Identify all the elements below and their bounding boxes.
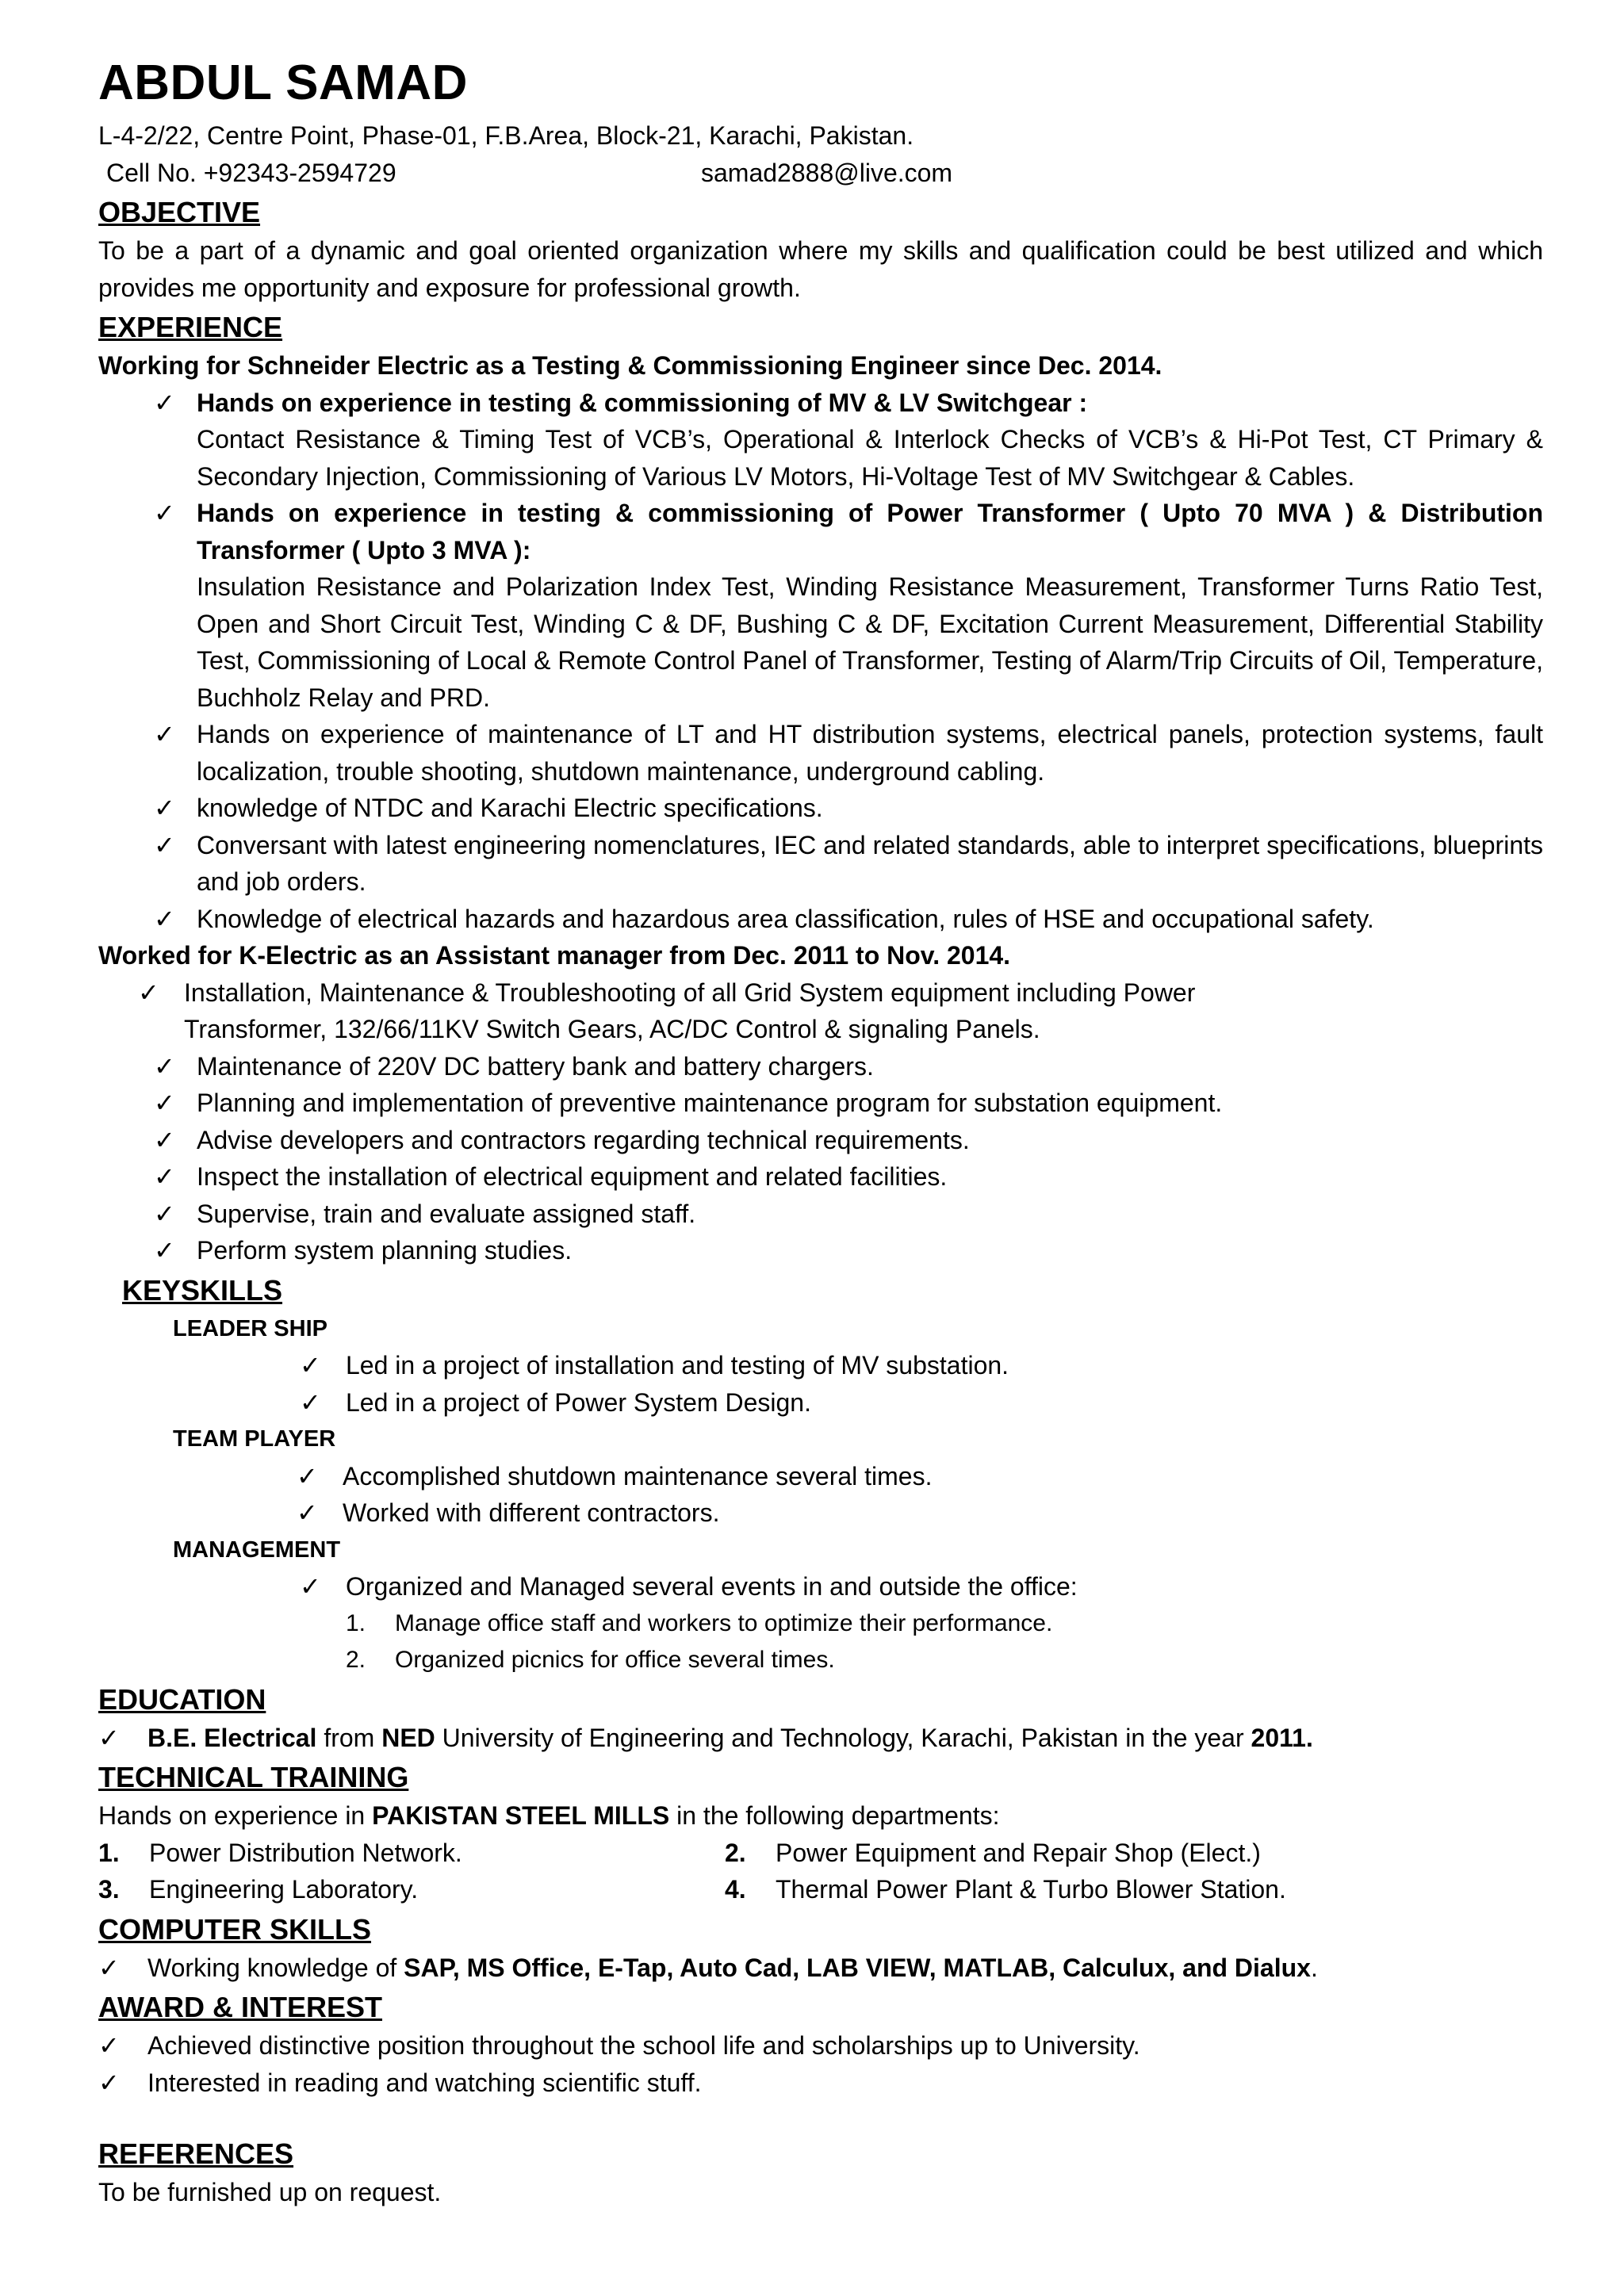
check-icon: ✓: [300, 1572, 321, 1601]
email: samad2888@live.com: [701, 158, 953, 187]
management-list: [98, 1568, 1543, 1605]
computer-skills-item: [98, 1950, 1543, 1987]
list-item-text: knowledge of NTDC and Karachi Electric specifications.: [197, 794, 823, 822]
list-item: [725, 1871, 1542, 1908]
list-item: [98, 2027, 1543, 2064]
list-item-text: Accomplished shutdown maintenance several times.: [343, 1461, 933, 1490]
education-heading: EDUCATION: [98, 1682, 266, 1716]
check-icon: ✓: [297, 1461, 318, 1490]
check-icon: ✓: [98, 2068, 120, 2097]
list-number: 1.: [98, 1838, 120, 1867]
list-item-text: Thermal Power Plant & Turbo Blower Station.: [776, 1875, 1286, 1904]
check-icon: ✓: [154, 904, 175, 933]
list-item: [98, 1196, 1543, 1233]
check-icon: ✓: [98, 1723, 120, 1752]
list-item-text: Perform system planning studies.: [197, 1236, 573, 1265]
computer-skills-heading: COMPUTER SKILLS: [98, 1912, 372, 1946]
list-item-text: Knowledge of electrical hazards and hazardous area classification, rules of HSE and occupational safety.: [197, 904, 1374, 933]
list-number: 3.: [98, 1875, 120, 1904]
list-item-text: Manage office staff and workers to optimize their performance.: [395, 1609, 1053, 1636]
list-item-text: Planning and implementation of preventive maintenance program for substation equipment.: [197, 1089, 1223, 1117]
list-item-text: Interested in reading and watching scientific stuff.: [147, 2068, 702, 2097]
schneider-list: [98, 385, 1543, 938]
list-item-text: Led in a project of installation and testing of MV substation.: [346, 1351, 1009, 1380]
check-icon: ✓: [154, 1199, 175, 1228]
check-icon: ✓: [300, 1387, 321, 1417]
list-number: 2.: [725, 1838, 746, 1867]
list-item: [98, 1871, 725, 1908]
software-list: SAP, MS Office, E-Tap, Auto Cad, LAB VIEW, MATLAB, Calculux, and Dialux: [404, 1953, 1311, 1982]
list-item-text: Maintenance of 220V DC battery bank and battery chargers.: [197, 1051, 874, 1081]
check-icon: ✓: [297, 1498, 318, 1527]
spacer: [98, 2101, 1543, 2133]
list-item-text: Contact Resistance & Timing Test of VCB’s, Operational & Interlock Checks of VCB’s & Hi-Pot Test, CT Primary & Secondary Injection, Commissioning of Various LV Motors, Hi-Voltage Test of MV Switchgear & Cables.: [197, 425, 1543, 491]
list-item: [98, 385, 1543, 496]
skill-group-title: TEAM PLAYER: [173, 1426, 336, 1452]
address: L-4-2/22, Centre Point, Phase-01, F.B.Area, Block-21, Karachi, Pakistan.: [98, 121, 914, 150]
leadership-list: [98, 1347, 1543, 1421]
education-from: from: [316, 1723, 382, 1752]
education-item: [98, 1720, 1543, 1757]
list-item-title: Hands on experience in testing & commissioning of Power Transformer ( Upto 70 MVA ) & Distribution Transformer ( Upto 3 MVA ):: [197, 499, 1543, 564]
list-item-text: Advise developers and contractors regarding technical requirements.: [197, 1125, 970, 1154]
list-item: [98, 1158, 1543, 1196]
list-item-text: Engineering Laboratory.: [149, 1875, 419, 1904]
skill-group-title: LEADER SHIP: [173, 1315, 327, 1341]
list-item-title: Hands on experience in testing & commissioning of MV & LV Switchgear :: [197, 388, 1088, 417]
check-icon: ✓: [154, 1051, 175, 1081]
list-item-text: Power Equipment and Repair Shop (Elect.): [776, 1838, 1261, 1867]
list-item: [98, 827, 1543, 901]
check-icon: ✓: [138, 978, 159, 1007]
references-heading: REFERENCES: [98, 2137, 294, 2170]
check-icon: ✓: [154, 499, 175, 527]
keyskills-heading: KEYSKILLS: [122, 1273, 283, 1307]
list-item-text: Conversant with latest engineering nomenclatures, IEC and related standards, able to interpret specifications, blueprints and job orders.: [197, 830, 1543, 896]
job-title-schneider: Working for Schneider Electric as a Testing & Commissioning Engineer since Dec. 2014.: [98, 351, 1162, 380]
list-item-text: Worked with different contractors.: [343, 1498, 720, 1527]
list-number: 4.: [725, 1875, 746, 1904]
contact-row: [98, 155, 1543, 192]
skill-group-title: MANAGEMENT: [173, 1536, 341, 1563]
list-item-text: Power Distribution Network.: [149, 1838, 462, 1867]
job-title-kelectric: Worked for K-Electric as an Assistant manager from Dec. 2011 to Nov. 2014.: [98, 941, 1011, 970]
list-item-text: Installation, Maintenance & Troubleshooting of all Grid System equipment including Power Transformer, 132/66/11KV Switch Gears, AC/DC Control & signaling Panels.: [184, 978, 1196, 1043]
list-item: [98, 1642, 1543, 1678]
check-icon: ✓: [154, 720, 175, 748]
check-icon: ✓: [154, 1236, 175, 1265]
school-short: NED: [381, 1723, 435, 1752]
list-item: [98, 1232, 1543, 1269]
check-icon: ✓: [154, 1162, 175, 1191]
references-text: To be furnished up on request.: [98, 2178, 442, 2206]
list-item: [98, 1494, 1543, 1532]
list-item-text: Led in a project of Power System Design.: [346, 1387, 811, 1417]
list-item-text: Organized and Managed several events in and outside the office:: [346, 1572, 1078, 1601]
training-org: PAKISTAN STEEL MILLS: [372, 1801, 670, 1830]
check-icon: ✓: [98, 1953, 120, 1982]
list-item: [98, 901, 1543, 938]
candidate-name: ABDUL SAMAD: [98, 55, 468, 110]
check-icon: ✓: [154, 388, 175, 417]
list-item: [98, 1384, 1543, 1422]
check-icon: ✓: [154, 830, 175, 859]
training-intro-pre: Hands on experience in: [98, 1801, 373, 1830]
list-item: [98, 1048, 1543, 1085]
list-item-text: Inspect the installation of electrical equipment and related facilities.: [197, 1162, 948, 1191]
check-icon: ✓: [300, 1351, 321, 1380]
list-item: [725, 1835, 1542, 1872]
list-item: [98, 974, 1543, 1048]
list-item: [98, 1085, 1543, 1122]
training-list: [98, 1835, 1543, 1908]
computer-pre: Working knowledge of: [147, 1953, 404, 1982]
list-item: [98, 1122, 1543, 1159]
degree: B.E. Electrical: [147, 1723, 317, 1752]
cell-number: Cell No. +92343-2594729: [106, 158, 396, 187]
check-icon: ✓: [98, 2031, 120, 2060]
list-item-text: Organized picnics for office several times.: [395, 1646, 835, 1673]
list-item: [98, 1347, 1543, 1384]
computer-post: .: [1310, 1953, 1318, 1982]
check-icon: ✓: [154, 1125, 175, 1154]
list-item-text: Achieved distinctive position throughout the school life and scholarships up to University.: [147, 2031, 1140, 2060]
list-item-text: Hands on experience of maintenance of LT and HT distribution systems, electrical panels, protection systems, fault localization, trouble shooting, shutdown maintenance, underground cabling.: [197, 720, 1543, 786]
experience-heading: EXPERIENCE: [98, 311, 283, 343]
training-heading: TECHNICAL TRAINING: [98, 1761, 409, 1793]
list-item-text: Insulation Resistance and Polarization Index Test, Winding Resistance Measurement, Transformer Turns Ratio Test, Open and Short Circuit Test, Winding C & DF, Bushing C & DF, Excitation Current Measurement, Differential Stability Test, Commissioning of Local & Remote Control Panel of Transformer, Testing of Alarm/Trip Circuits of Oil, Temperature, Buchholz Relay and PRD.: [197, 572, 1543, 712]
list-item: [98, 1835, 725, 1872]
team-player-list: [98, 1458, 1543, 1532]
resume-page: [98, 49, 1543, 2211]
list-number: 1.: [346, 1609, 366, 1636]
objective-text: To be a part of a dynamic and goal oriented organization where my skills and qualification could be best utilized and which provides me opportunity and exposure for professional growth.: [98, 236, 1543, 302]
award-heading: AWARD & INTEREST: [98, 1991, 383, 2023]
kelectric-list: [98, 974, 1543, 1269]
list-number: 2.: [346, 1646, 366, 1673]
training-intro-post: in the following departments:: [669, 1801, 1000, 1830]
graduation-year: 2011.: [1251, 1723, 1313, 1752]
list-item: [98, 2064, 1543, 2102]
list-item: [98, 1605, 1543, 1642]
education-rest: University of Engineering and Technology, Karachi, Pakistan in the year: [435, 1723, 1251, 1752]
objective-heading: OBJECTIVE: [98, 196, 261, 228]
training-intro: [98, 1797, 1543, 1835]
list-item: [98, 1458, 1543, 1495]
check-icon: ✓: [154, 1089, 175, 1117]
management-sublist: [98, 1605, 1543, 1678]
list-item: [98, 1568, 1543, 1605]
check-icon: ✓: [154, 794, 175, 822]
list-item: [98, 790, 1543, 827]
list-item-text: Supervise, train and evaluate assigned staff.: [197, 1199, 696, 1228]
list-item: [98, 716, 1543, 790]
list-item: [98, 495, 1543, 716]
